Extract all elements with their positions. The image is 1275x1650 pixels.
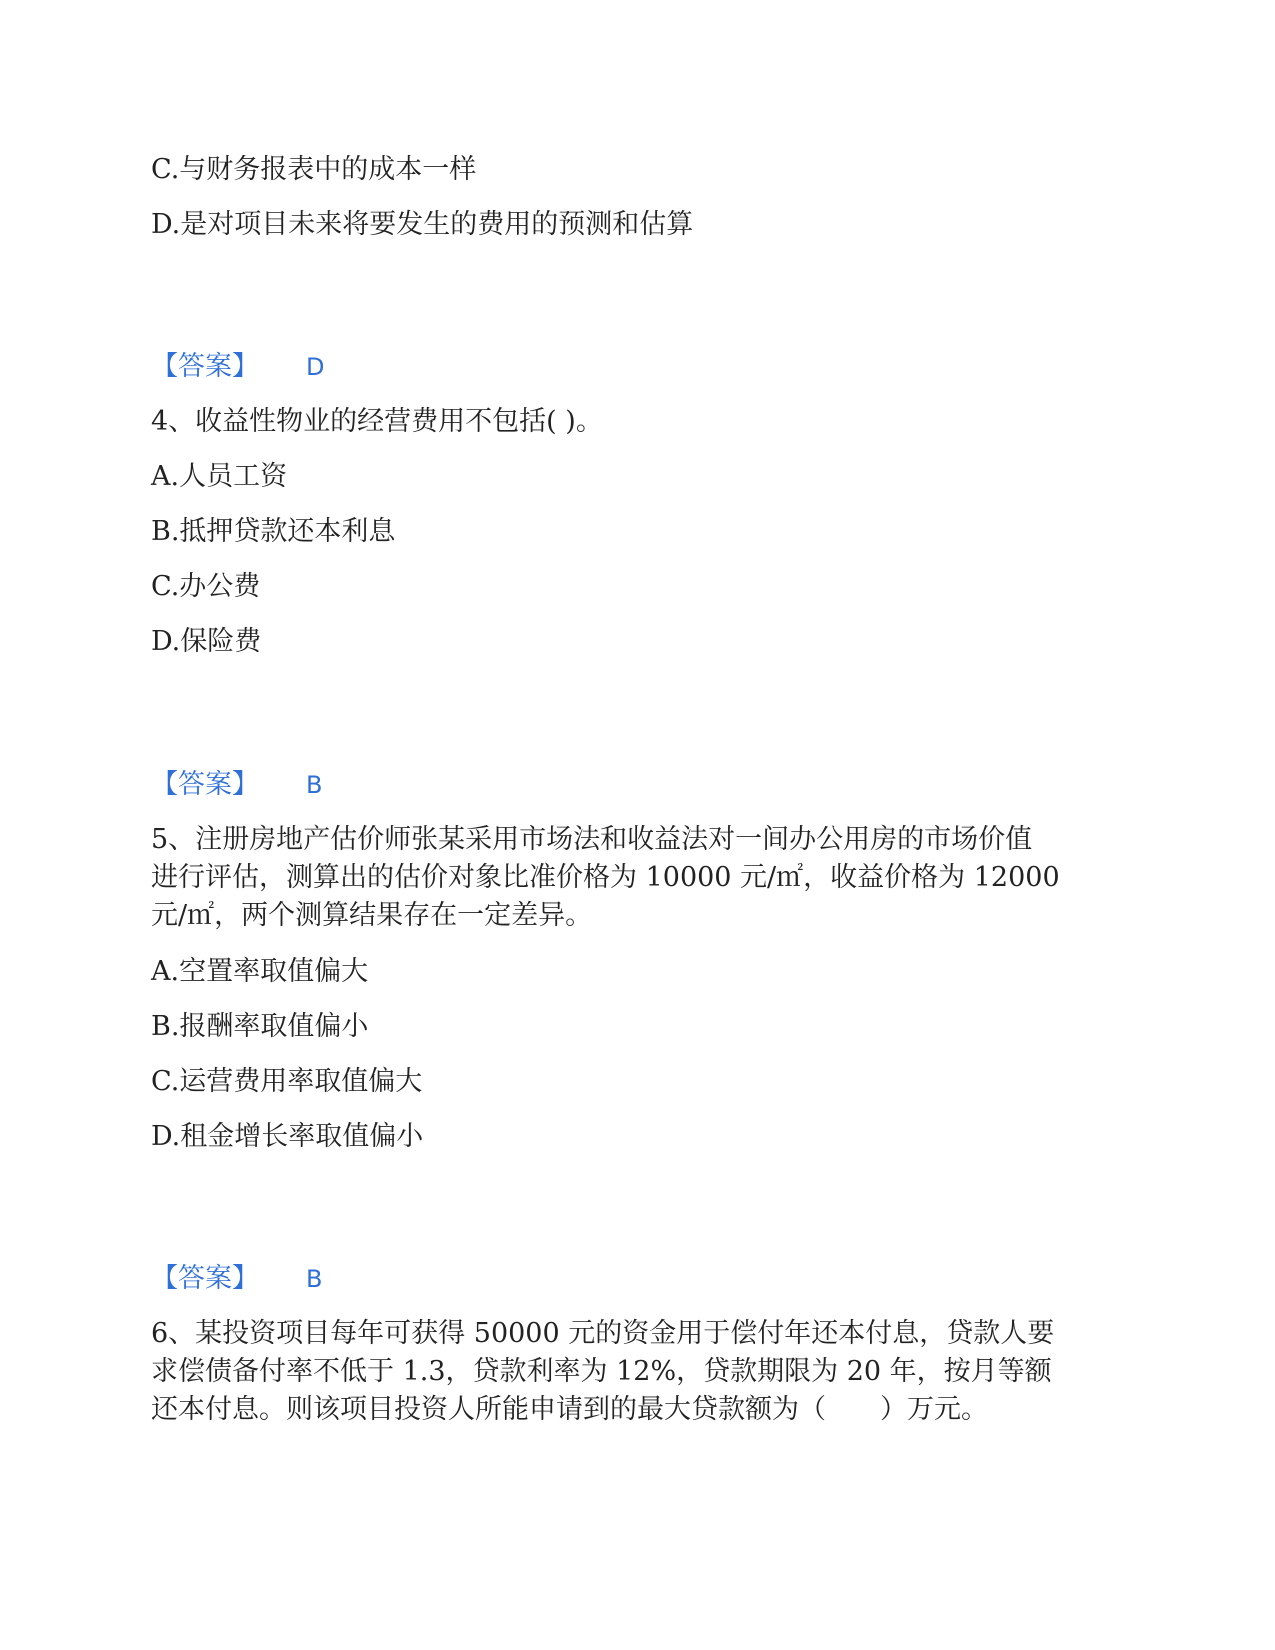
answer-value: D — [306, 353, 325, 381]
q5-option-c: C.运营费用率取值偏大 — [151, 1066, 423, 1097]
q4-stem: 4、收益性物业的经营费用不包括( )。 — [151, 406, 603, 437]
q4-answer — [151, 765, 323, 805]
q5-stem-line3: 元/㎡，两个测算结果存在一定差异。 — [151, 900, 593, 931]
q3-option-c: C.与财务报表中的成本一样 — [151, 154, 477, 185]
q6-stem-line2: 求偿债备付率不低于 1.3，贷款利率为 12%，贷款期限为 20 年，按月等额 — [151, 1356, 1052, 1387]
q5-option-b: B.报酬率取值偏小 — [151, 1011, 369, 1042]
q6-stem-line1: 6、某投资项目每年可获得 50000 元的资金用于偿付年还本付息，贷款人要 — [151, 1318, 1055, 1349]
q3-answer — [151, 347, 325, 387]
q4-option-a: A.人员工资 — [151, 461, 288, 492]
q5-option-d: D.租金增长率取值偏小 — [151, 1121, 424, 1152]
q5-stem-line1: 5、注册房地产估价师张某采用市场法和收益法对一间办公用房的市场价值 — [151, 824, 1033, 855]
answer-label: 【答案】 — [151, 769, 259, 800]
q5-stem-line2: 进行评估，测算出的估价对象比准价格为 10000 元/㎡，收益价格为 12000 — [151, 862, 1060, 893]
q6-stem-line3: 还本付息。则该项目投资人所能申请到的最大贷款额为（ ）万元。 — [151, 1394, 988, 1425]
answer-value: B — [306, 771, 323, 799]
q3-option-d: D.是对项目未来将要发生的费用的预测和估算 — [151, 209, 694, 240]
q4-option-c: C.办公费 — [151, 571, 261, 602]
answer-value: B — [306, 1265, 323, 1293]
answer-label: 【答案】 — [151, 351, 259, 382]
q4-option-d: D.保险费 — [151, 626, 262, 657]
q4-option-b: B.抵押贷款还本利息 — [151, 516, 396, 547]
answer-label: 【答案】 — [151, 1263, 259, 1294]
q5-option-a: A.空置率取值偏大 — [151, 956, 369, 987]
q5-answer — [151, 1259, 323, 1299]
